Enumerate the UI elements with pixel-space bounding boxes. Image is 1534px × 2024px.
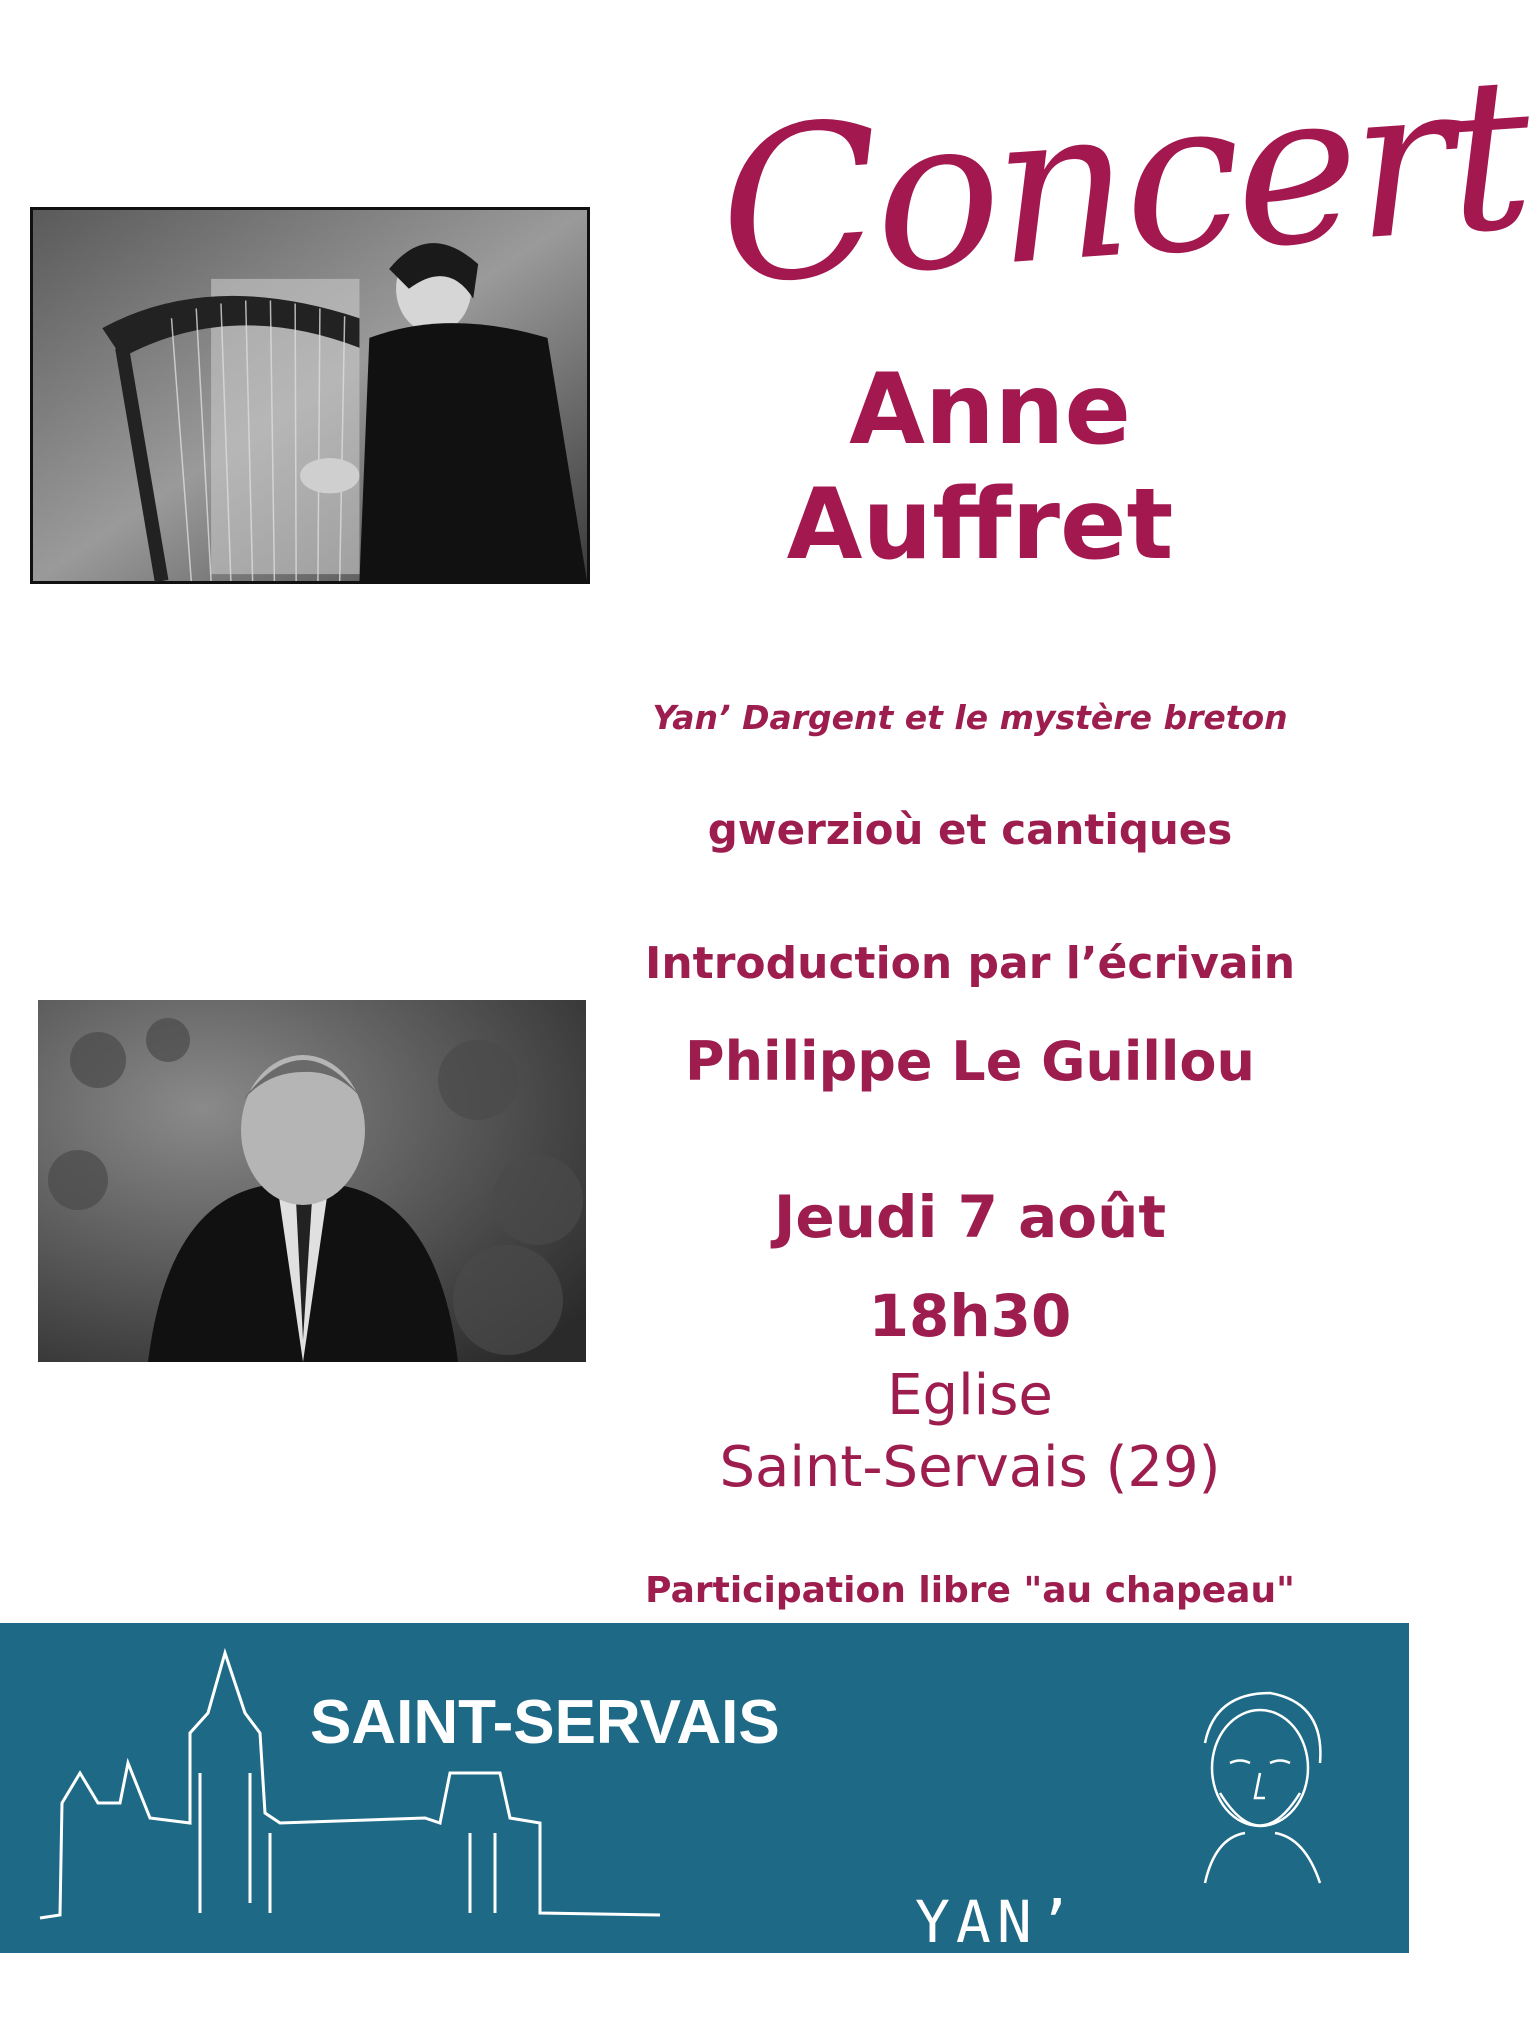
venue-line-2: Saint-Servais (29) [719, 1435, 1221, 1500]
artist-first-name: Anne [849, 353, 1131, 467]
intro-label: Introduction par l’écrivain [644, 938, 1296, 989]
artist-last-name: Auffret [786, 468, 1174, 582]
event-time: 18h30 [868, 1282, 1072, 1350]
program-genre: gwerzioù et cantiques [707, 805, 1233, 854]
venue-line-1: Eglise [887, 1363, 1053, 1428]
event-date: Jeudi 7 août [773, 1183, 1167, 1251]
concert-script-title: Concert [711, 31, 1534, 332]
footer-banner [0, 1623, 1409, 2024]
yan-dargent-brand: YAN’ DARGENT [915, 1888, 1202, 2024]
program-subtitle: Yan’ Dargent et le mystère breton [652, 698, 1288, 737]
harpist-photo [30, 207, 590, 584]
writer-name: Philippe Le Guillou [685, 1030, 1255, 1093]
town-name: SAINT-SERVAIS [310, 1688, 780, 1757]
admission-note: Participation libre "au chapeau" [645, 1570, 1295, 1611]
writer-photo [38, 1000, 586, 1362]
bearded-portrait-icon [1175, 1683, 1345, 1883]
